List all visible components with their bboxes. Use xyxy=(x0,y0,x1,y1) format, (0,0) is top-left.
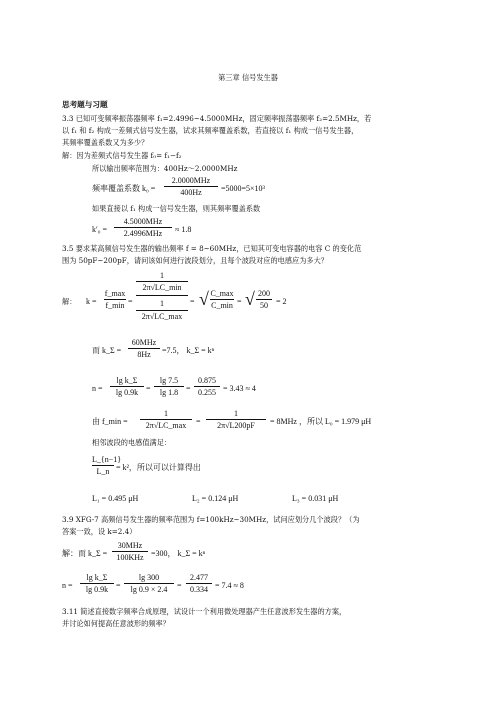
q39-kz-numerator: 30MHz xyxy=(117,541,143,550)
chapter-title: 第三章 信号发生器 xyxy=(218,73,278,82)
q35-kz-prefix: 而 k_Σ = xyxy=(92,346,122,355)
q35-n-den3: 0.255 xyxy=(198,388,216,398)
section-title: 思考题与习题 xyxy=(62,100,108,109)
q39-n-num2: lg 300 xyxy=(138,573,160,582)
q39-n-result: = 7.4 ≈ 8 xyxy=(215,581,244,590)
q35-cmin: C_min xyxy=(211,301,233,311)
q35-n-num3: 0.875 xyxy=(198,376,216,385)
q35-n-eq-1: = xyxy=(146,384,151,393)
q35-sqrt-2-icon: √ xyxy=(245,289,255,309)
q311-text-line2: 并讨论如何提高任意波形的频率？ xyxy=(62,619,170,628)
q39-kz-denominator: 100KHz xyxy=(116,553,144,563)
q35-eq-sign-1: = xyxy=(128,297,133,306)
q35-ratio-result: = k²，所以可以计算得出 xyxy=(116,463,201,472)
q35-n-eq-2: = xyxy=(186,384,191,393)
q33-coverage-result: =5000=5×10³ xyxy=(221,184,265,193)
q39-text-line2: 答案一致，设 k=2.4） xyxy=(62,527,137,536)
q35-result-2: = 2 xyxy=(276,297,287,306)
q39-text-line1: 3.9 XFG-7 高频信号发生器的频率范围为 f=100kHz~30MHz，试问应划分几个波段？（为 xyxy=(62,515,360,524)
q39-n-fraction-3 xyxy=(186,573,212,594)
q35-lc-ratio xyxy=(136,271,188,321)
q35-f-ratio xyxy=(104,289,126,310)
q35-val50: 50 xyxy=(260,301,268,311)
q39-n-den3: 0.334 xyxy=(190,585,208,595)
q35-fmin-one-1: 1 xyxy=(164,409,168,418)
q35-fmin-prefix: 由 f_min = xyxy=(92,417,128,426)
q39-n-num1: lg k_Σ xyxy=(86,573,108,582)
q39-n-eq-2: = xyxy=(177,581,182,590)
q35-n-num1: lg k_Σ xyxy=(116,376,138,385)
q33-direct-denominator: 2.4996MHz xyxy=(123,229,163,239)
q35-n-den2: lg 1.8 xyxy=(159,388,179,398)
q39-n-fraction-1 xyxy=(80,573,114,594)
q35-kz-fraction xyxy=(128,338,160,359)
q35-k-eq: k = xyxy=(86,297,97,306)
q39-n-eq-1: = xyxy=(116,581,121,590)
q39-n-prefix: n = xyxy=(62,581,73,590)
q35-val200: 200 xyxy=(258,289,270,298)
q33-coverage-prefix: 频率覆盖系数 k₀ = xyxy=(92,184,156,193)
q35-n-prefix: n = xyxy=(92,384,103,393)
q35-cmax: C_max xyxy=(210,289,234,298)
q39-n-den2: lg 0.9 × 2.4 xyxy=(130,585,168,595)
q39-n-den1: lg 0.9k xyxy=(85,585,109,595)
q35-n-den1: lg 0.9k xyxy=(115,388,139,398)
q35-fmin-den2: 2π√L200pF xyxy=(217,421,255,431)
q33-coverage-fraction xyxy=(164,176,218,197)
q35-lc-min: 2π√LC_min xyxy=(142,283,182,293)
q35-c-ratio xyxy=(210,289,234,310)
q311-text-line1: 3.11 简述直接数字频率合成原理，试设计一个利用微处理器产生任意波形发生器的方案， xyxy=(62,607,347,616)
q33-direct-numerator: 4.5000MHz xyxy=(123,217,163,226)
q35-fmin-den1: 2π√LC_max xyxy=(145,421,187,431)
q35-n-num2: lg 7.5 xyxy=(159,376,179,385)
q35-one-top: 1 xyxy=(160,271,164,280)
q35-ratio-numerator: L_{n−1} xyxy=(92,455,122,464)
q35-kz-denominator: 8Hz xyxy=(137,350,151,360)
q33-coverage-denominator: 400Hz xyxy=(180,188,202,198)
q35-L3: L₃ = 0.031 μH xyxy=(292,494,339,503)
q35-n-fraction-3 xyxy=(194,376,220,397)
q33-coverage-numerator: 2.0000MHz xyxy=(171,176,211,185)
q33-direct-fraction xyxy=(114,217,172,238)
q35-ratio-fraction xyxy=(92,455,122,477)
q33-direct-result: ≈ 1.8 xyxy=(175,225,192,234)
q33-text-line1: 3.3 已知可变频率振荡器频率 f₁=2.4996~4.5000MHz，固定频率振荡器频率 f₂=2.5MHz，若 xyxy=(62,114,372,123)
q39-kz-result: =300， k_Σ = kⁿ xyxy=(151,549,206,558)
q33-direct-prefix: k′₀ = xyxy=(92,225,108,234)
q39-kz-fraction xyxy=(112,541,148,562)
q35-fmin-eq: = xyxy=(196,417,201,426)
q35-L1: L₁ = 0.495 μH xyxy=(92,494,139,503)
q35-text-line1: 3.5 要求某高频信号发生器的输出频率 f = 8~60MHz，已知其可变电容器的电容 C 的变化范 xyxy=(62,244,362,253)
q35-eq-sign-2: = xyxy=(190,297,195,306)
q35-sqrt-1-icon: √ xyxy=(199,289,209,309)
q35-fmin-fraction-1 xyxy=(140,409,192,430)
q35-solution-label: 解： xyxy=(62,297,77,306)
q35-eq-sign-3: = xyxy=(237,297,242,306)
q35-kz-result: =7.5， k_Σ = kⁿ xyxy=(162,346,215,355)
q33-solution-line2: 所以输出频率范围为：400Hz～2.0000MHz xyxy=(92,164,238,173)
q35-ratio-denominator: L_n xyxy=(96,467,110,477)
q35-kz-numerator: 60MHz xyxy=(131,338,157,347)
q35-fmin-result: = 8MHz ，所以 L₀ = 1.979 μH xyxy=(270,417,372,426)
q39-n-num3: 2.477 xyxy=(190,573,208,582)
q35-one-bottom: 1 xyxy=(160,299,164,309)
q35-adjacent-text: 相邻波段的电感值满足： xyxy=(92,438,172,447)
q33-direct-text: 如果直接以 f₁ 构成一信号发生器，则其频率覆盖系数 xyxy=(92,204,261,213)
q33-text-line3: 其频率覆盖系数又为多少？ xyxy=(62,138,149,147)
q35-text-line2: 围为 50pF~200pF，请问该如何进行波段划分，且每个波段对应的电感应为多大？ xyxy=(62,256,328,265)
q39-solution-prefix: 解：而 k_Σ = xyxy=(62,549,108,558)
q35-val-ratio xyxy=(256,289,272,310)
q33-solution-line1: 解：因为差频式信号发生器 f₀= f₁−f₂ xyxy=(62,151,182,160)
q35-lc-max: 2π√LC_max xyxy=(141,311,183,321)
q35-n-fraction-1 xyxy=(110,376,144,397)
q39-n-fraction-2 xyxy=(124,573,174,594)
q35-n-result: = 3.43 ≈ 4 xyxy=(223,384,256,393)
q35-L2: L₂ = 0.124 μH xyxy=(192,494,239,503)
q35-n-fraction-2 xyxy=(154,376,184,397)
q35-fmin: f_min xyxy=(105,301,125,311)
q33-text-line2: 以 f₁ 和 f₂ 构成一差频式信号发生器，试求其频率覆盖系数，若直接以 f₁ 构成一信号发生器， xyxy=(62,126,359,135)
q35-fmin-one-2: 1 xyxy=(234,409,238,418)
q35-fmax: f_max xyxy=(104,289,126,298)
q35-fmin-fraction-2 xyxy=(206,409,266,430)
